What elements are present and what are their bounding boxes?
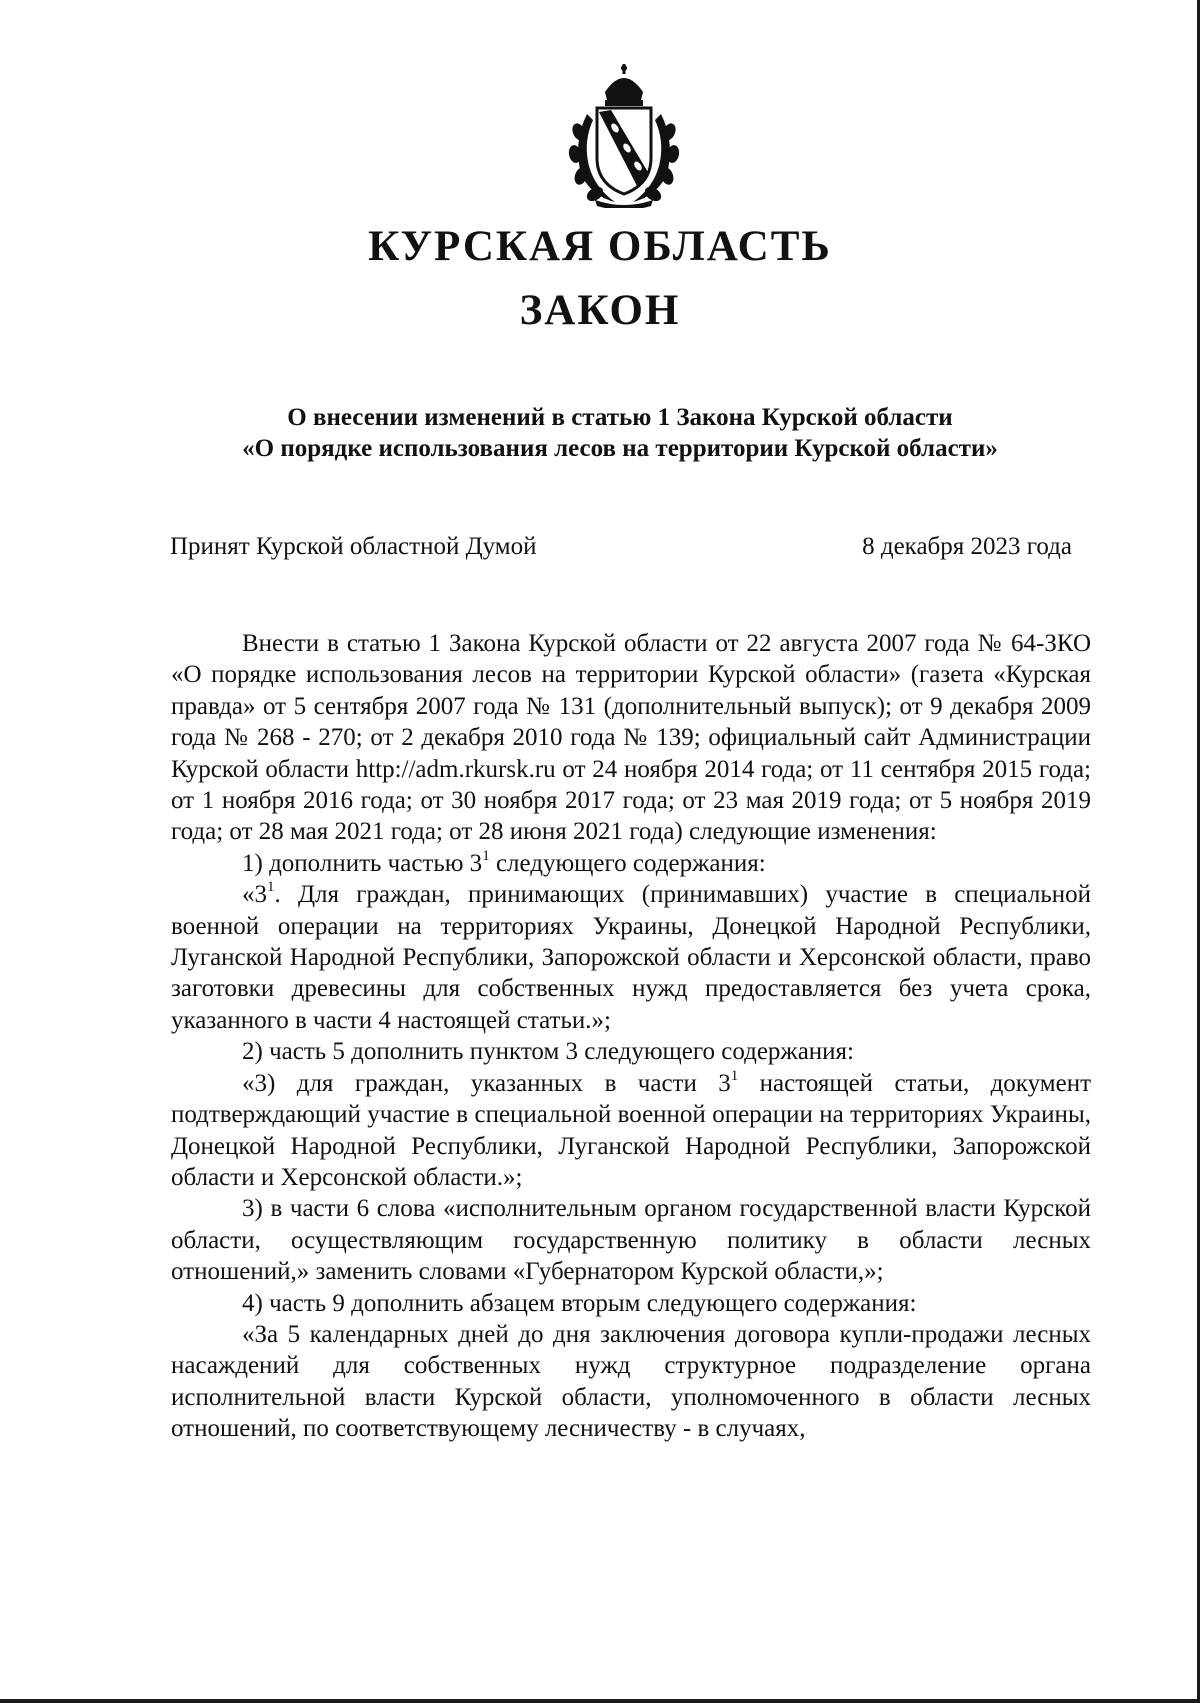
paragraph-item-3: 3) в части 6 слова «исполнительным органом государственной власти Курской области, осуществляющим государственную политику в области лесных отношений,» заменить словами «Губернатором Курской области,»; — [171, 1195, 1091, 1286]
subject-line-1: О внесении изменений в статью 1 Закона Курской области — [287, 404, 953, 431]
paragraph-item-1: 1) дополнить частью $3^1$ следующего содержания: — [242, 847, 766, 877]
adopting-body: Принят Курской областной Думой — [170, 533, 537, 560]
scan-edge-bottom — [0, 1699, 1200, 1703]
paragraph-intro: Внести в статью 1 Закона Курской области от 22 августа 2007 года № 64-ЗКО «О порядке использования лесов на территории Курской области» (газета «Курская правда» от 5 сентября 2007 года № 131 (дополнительный выпуск); от 9 декабря 2009 года № 268 - 270; от 2 декабря 2010 года № 139; официальный сайт Администрации Курской области http://adm.rkursk.ru от 24 ноября 2014 года; от 11 сентября 2015 года; от 1 ноября 2016 года; от 30 ноября 2017 года; от 23 мая 2019 года; от 5 ноября 2019 года; от 28 мая 2021 года; от 28 июня 2021 года) следующие изменения: — [171, 630, 1091, 846]
paragraph-item-4: 4) часть 9 дополнить абзацем вторым следующего содержания: — [242, 1289, 917, 1317]
law-subject-heading — [160, 402, 1080, 464]
paragraph-item-2-text: «3) для граждан, указанных в части $3^1$ настоящей статьи, документ подтверждающий участие в специальной военной операции на территориях Украины, Донецкой Народной Республики, Луганской Народной Республики, Запорожской области и Херсонской области.»; — [171, 1067, 1091, 1191]
subject-line-2: «О порядке использования лесов на территории Курской области» — [242, 435, 998, 462]
adoption-line — [170, 533, 1070, 565]
paragraph-item-2: 2) часть 5 дополнить пунктом 3 следующего содержания: — [242, 1038, 854, 1066]
coat-of-arms-emblem — [565, 62, 683, 208]
paragraph-item-4-text: «За 5 календарных дней до дня заключения договора купли-продажи лесных насаждений для собственных нужд структурное подразделение органа исполнительной власти Курской области, уполномоченного в области лесных отношений, по соответствующему лесничеству - в случаях, — [171, 1320, 1091, 1443]
paragraph-item-1-text: «$3^1$. Для граждан, принимающих (принимавших) участие в специальной военной операции на территориях Украины, Донецкой Народной Республики, Луганской Народной Республики, Запорожской области и Херсонской области, право заготовки древесины для собственных нужд предоставляется без учета срока, указанного в части 4 настоящей статьи.»; — [171, 879, 1091, 1034]
law-body — [171, 628, 1091, 1445]
adoption-date: 8 декабря 2023 года — [862, 533, 1072, 560]
region-title: КУРСКАЯ ОБЛАСТЬ — [368, 223, 832, 270]
document-type-title: ЗАКОН — [519, 287, 681, 334]
